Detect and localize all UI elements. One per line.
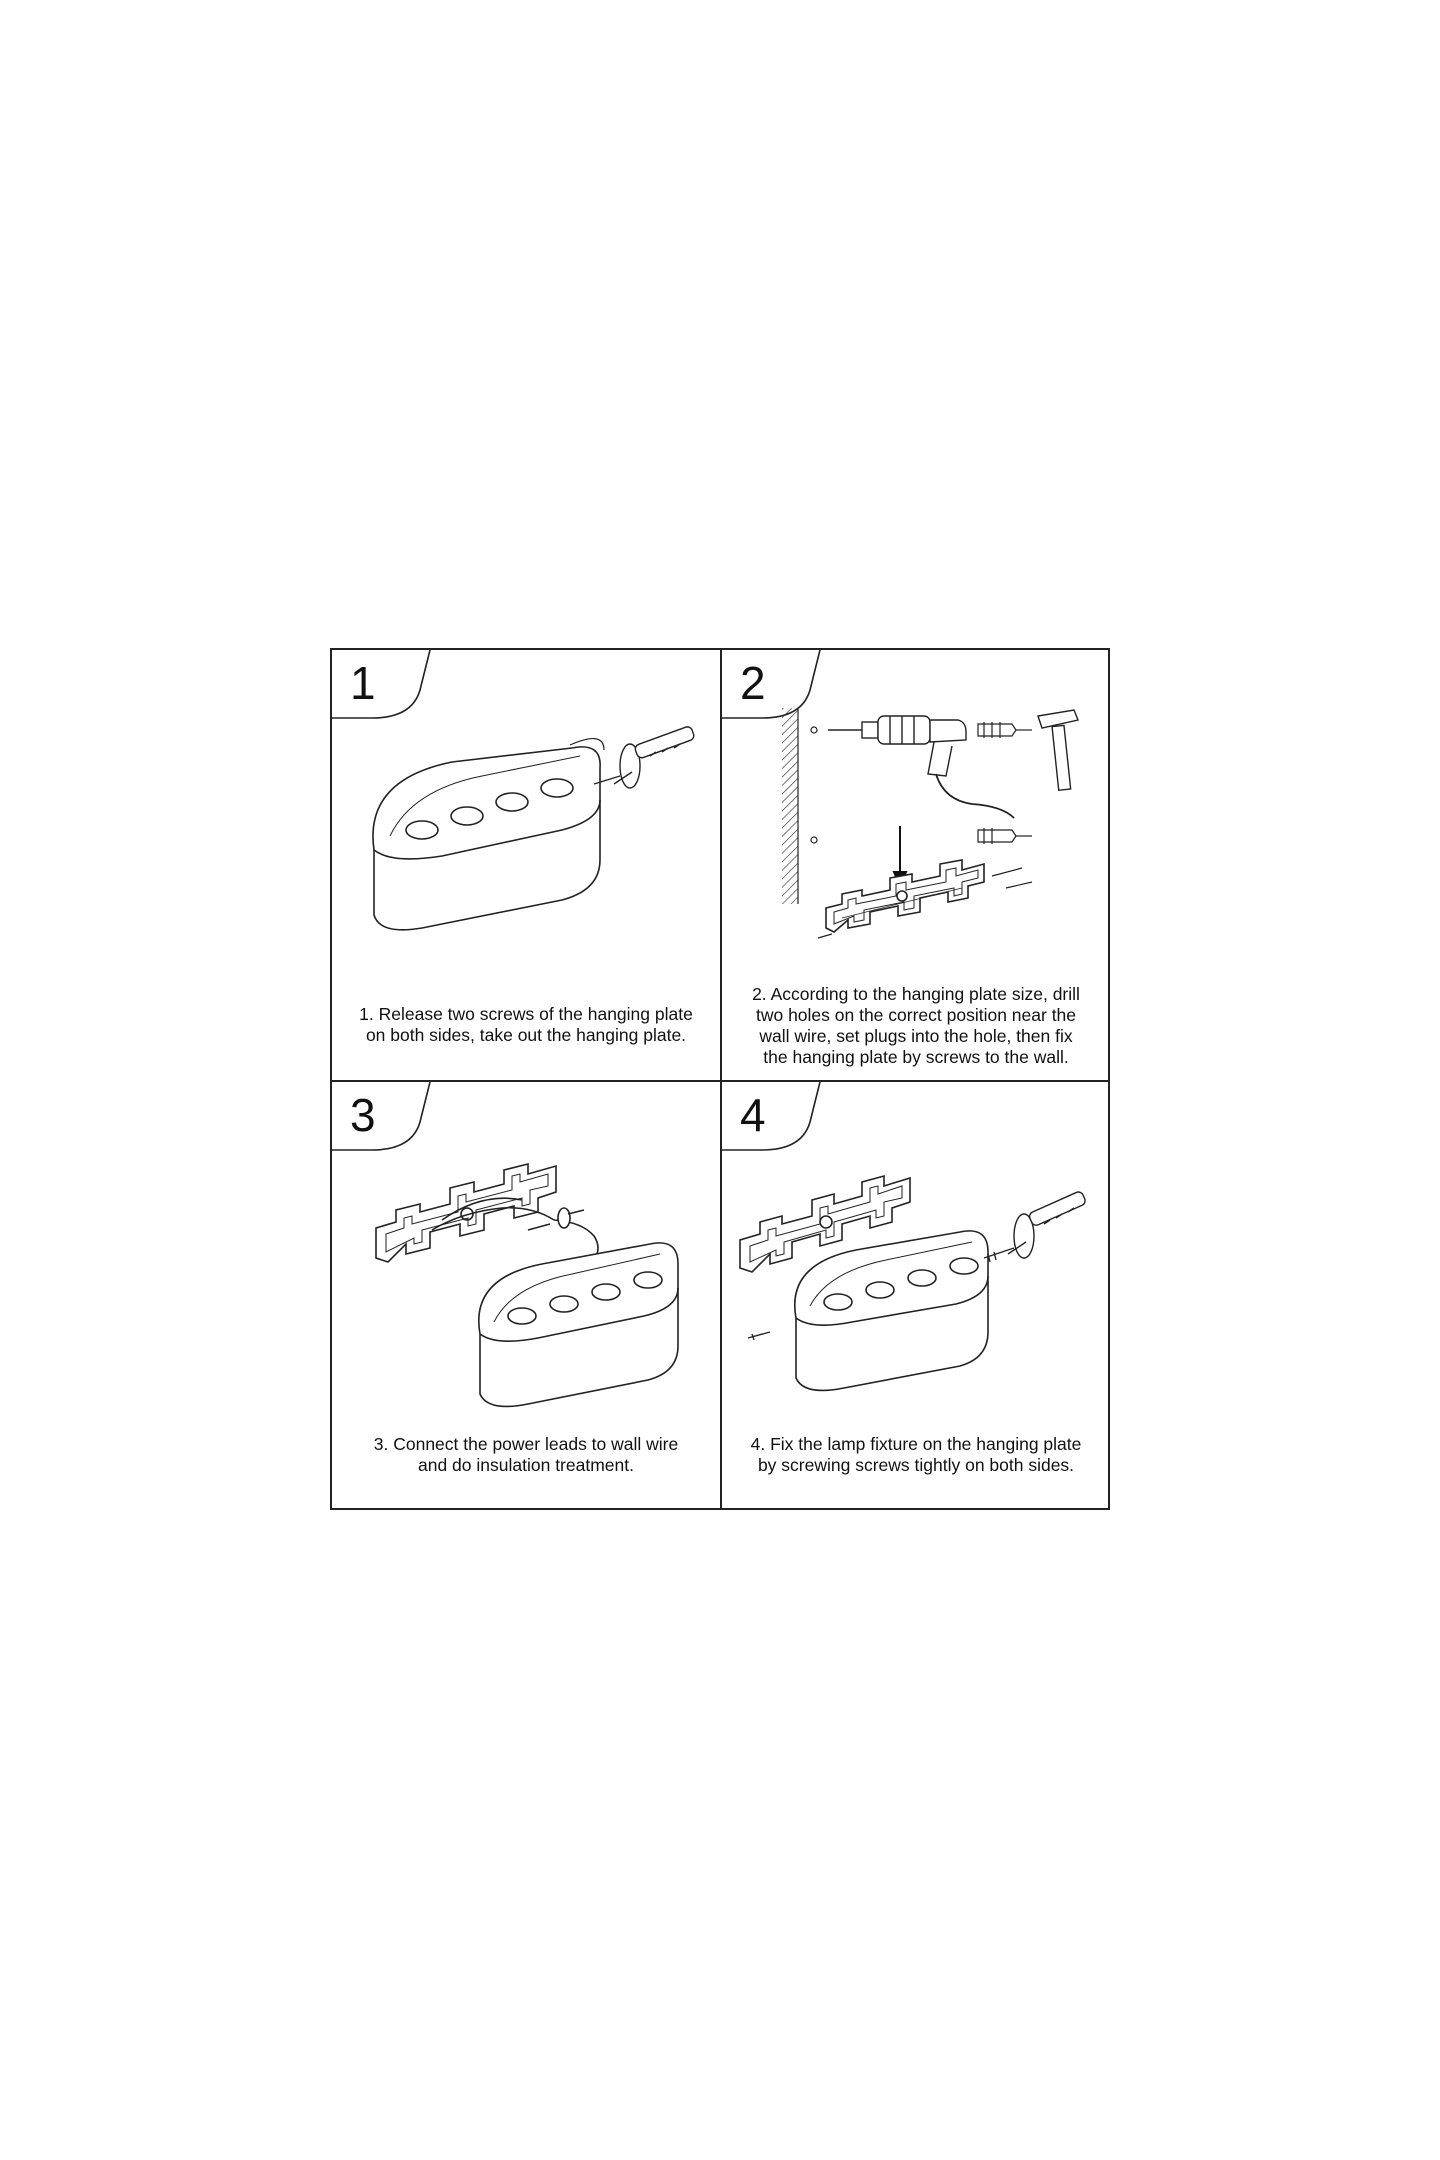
step-number: 4 xyxy=(740,1089,766,1141)
step-2-illustration xyxy=(722,650,1110,980)
step-caption xyxy=(336,1004,716,1046)
screwdriver-icon xyxy=(614,725,695,788)
hanging-plate-icon xyxy=(376,1164,556,1262)
caption-line: the hanging plate by screws to the wall. xyxy=(763,1047,1069,1067)
caption-line: 2. According to the hanging plate size, drill xyxy=(752,984,1080,1004)
step-number: 1 xyxy=(350,657,376,709)
step-panel-2 xyxy=(722,650,1110,1080)
step-caption xyxy=(726,984,1106,1068)
screwdriver-icon xyxy=(1008,1190,1087,1258)
caption-line: 1. Release two screws of the hanging plate xyxy=(359,1004,693,1024)
step-number: 2 xyxy=(740,657,766,709)
instruction-sheet xyxy=(330,648,1110,1510)
wall-plug-icon xyxy=(978,722,1032,738)
caption-line: 4. Fix the lamp fixture on the hanging plate xyxy=(750,1434,1082,1454)
wall-icon xyxy=(782,708,817,904)
lamp-fixture-icon xyxy=(479,1243,678,1407)
hanging-plate-icon xyxy=(826,860,984,932)
caption-line: two holes on the correct position near the xyxy=(755,1005,1077,1025)
lamp-fixture-icon xyxy=(795,1231,988,1391)
step-number: 3 xyxy=(350,1089,376,1141)
step-1-illustration xyxy=(332,650,720,990)
step-caption xyxy=(726,1434,1106,1476)
step-3-illustration xyxy=(332,1082,720,1422)
caption-line: on both sides, take out the hanging plate. xyxy=(365,1025,687,1045)
wall-plug-icon xyxy=(978,828,1032,844)
caption-line: and do insulation treatment. xyxy=(418,1455,634,1475)
lamp-fixture-icon xyxy=(373,739,604,930)
step-panel-1 xyxy=(332,650,720,1080)
caption-line: 3. Connect the power leads to wall wire xyxy=(373,1434,679,1454)
hammer-icon xyxy=(1038,710,1078,790)
step-panel-3 xyxy=(332,1082,720,1512)
step-caption xyxy=(336,1434,716,1476)
caption-line: wall wire, set plugs into the hole, then fix xyxy=(759,1026,1073,1046)
step-4-illustration xyxy=(722,1082,1110,1422)
caption-line: by screwing screws tightly on both sides. xyxy=(757,1455,1075,1475)
step-panel-4 xyxy=(722,1082,1110,1512)
